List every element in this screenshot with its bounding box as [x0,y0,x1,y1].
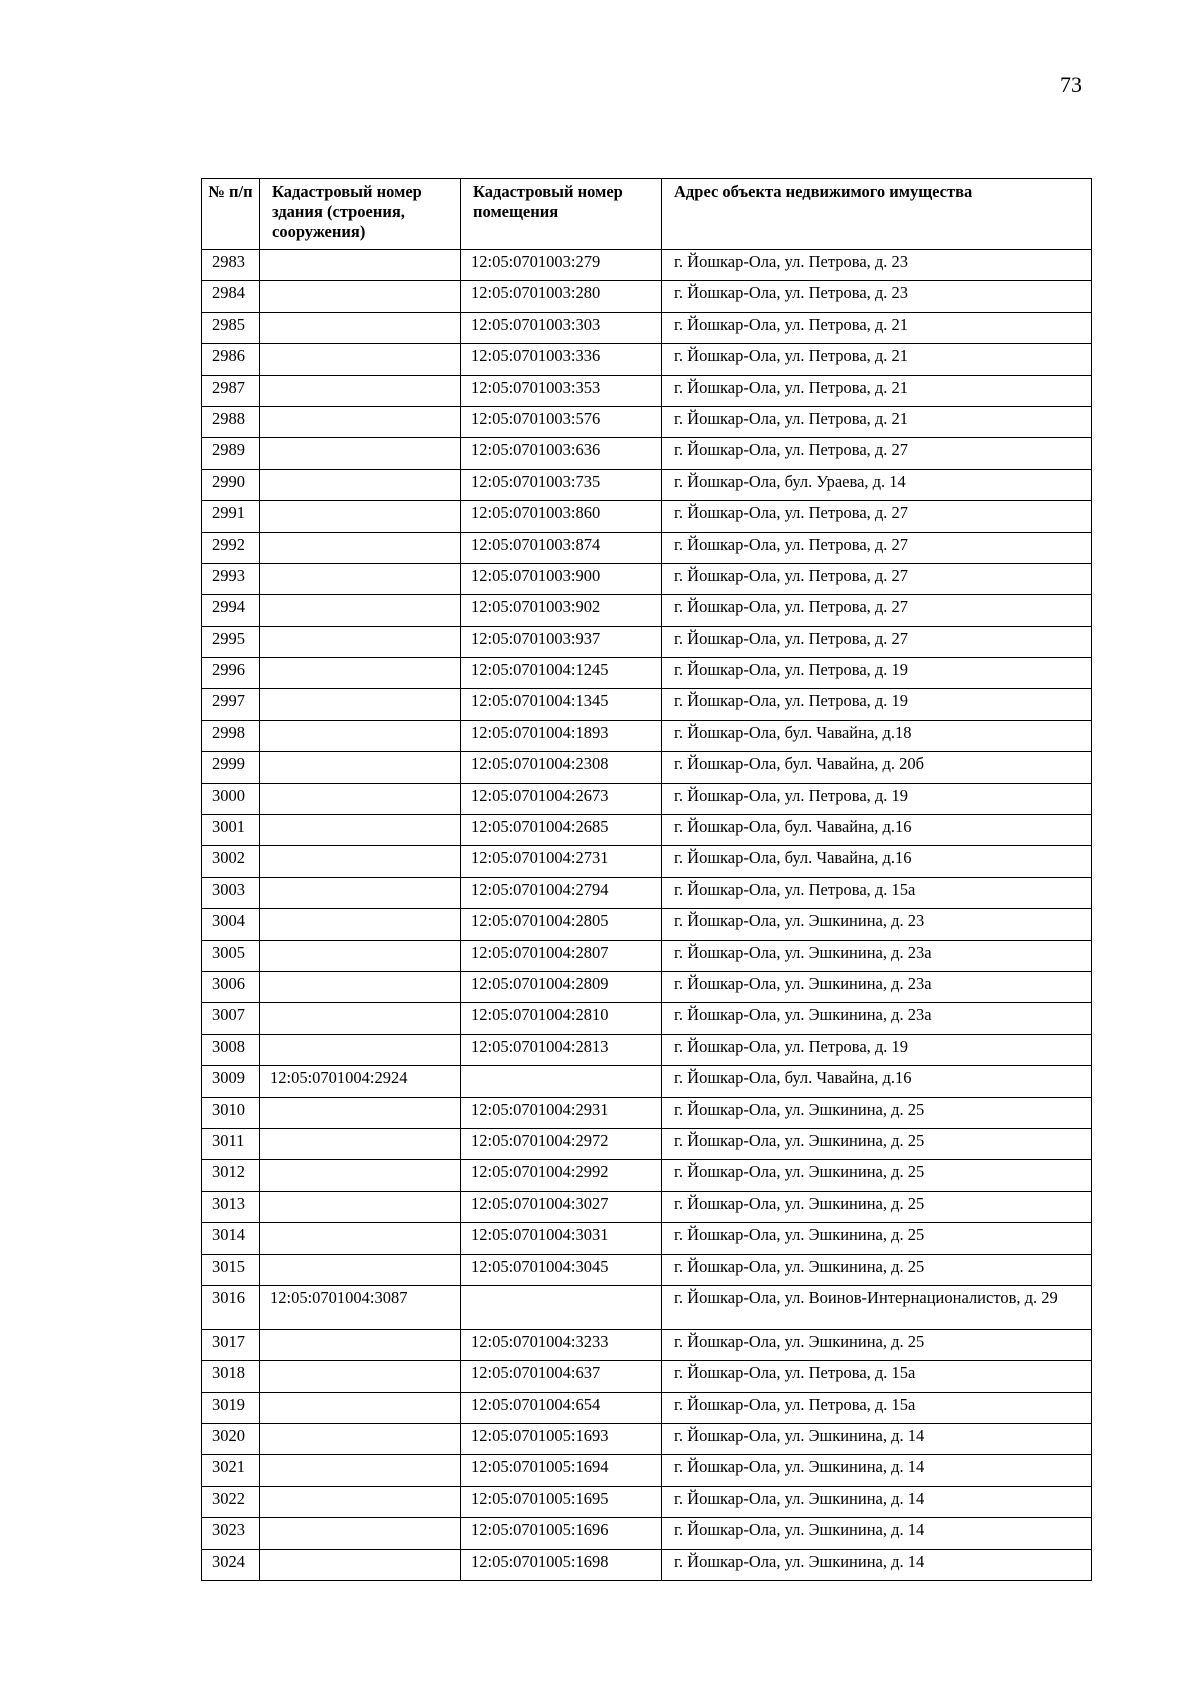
cell-address: г. Йошкар-Ола, ул. Петрова, д. 27 [662,595,1092,626]
table-row [202,720,1092,751]
cell-premises-cadastral: 12:05:0701004:2731 [461,846,662,877]
cell-num: 2991 [202,501,260,532]
cell-building-cadastral [260,406,461,437]
cell-premises-cadastral: 12:05:0701004:1245 [461,658,662,689]
cell-num: 3000 [202,783,260,814]
cell-building-cadastral: 12:05:0701004:3087 [260,1285,461,1329]
cell-premises-cadastral: 12:05:0701003:353 [461,375,662,406]
cell-building-cadastral [260,1160,461,1191]
header-num: № п/п [202,179,260,250]
cell-building-cadastral [260,626,461,657]
cell-building-cadastral [260,1003,461,1034]
cell-premises-cadastral: 12:05:0701003:900 [461,563,662,594]
cell-address: г. Йошкар-Ола, ул. Эшкинина, д. 23 [662,909,1092,940]
table-row [202,1223,1092,1254]
cell-premises-cadastral: 12:05:0701003:336 [461,344,662,375]
cell-building-cadastral [260,1034,461,1065]
table-row [202,1455,1092,1486]
cell-building-cadastral [260,1549,461,1580]
cell-address: г. Йошкар-Ола, ул. Эшкинина, д. 14 [662,1518,1092,1549]
cell-num: 2988 [202,406,260,437]
cell-building-cadastral [260,720,461,751]
cell-num: 3019 [202,1392,260,1423]
cell-address: г. Йошкар-Ола, ул. Эшкинина, д. 25 [662,1128,1092,1159]
cell-premises-cadastral [461,1285,662,1329]
table-row [202,1329,1092,1360]
cell-premises-cadastral: 12:05:0701004:1893 [461,720,662,751]
cell-num: 3016 [202,1285,260,1329]
cell-num: 3008 [202,1034,260,1065]
table-row [202,344,1092,375]
cell-building-cadastral [260,658,461,689]
table-row [202,595,1092,626]
cell-address: г. Йошкар-Ола, ул. Петрова, д. 19 [662,689,1092,720]
cell-building-cadastral [260,1191,461,1222]
cell-address: г. Йошкар-Ола, ул. Эшкинина, д. 23а [662,971,1092,1002]
table-row [202,312,1092,343]
table-row [202,1066,1092,1097]
cell-premises-cadastral: 12:05:0701003:735 [461,469,662,500]
cell-num: 3001 [202,815,260,846]
cell-building-cadastral [260,1518,461,1549]
cell-building-cadastral [260,469,461,500]
header-building-cadastral: Кадастровый номер здания (строения, сооружения) [260,179,461,250]
cell-premises-cadastral: 12:05:0701003:860 [461,501,662,532]
cell-building-cadastral [260,1128,461,1159]
table-row [202,438,1092,469]
cell-building-cadastral [260,1392,461,1423]
table-row [202,250,1092,281]
cell-premises-cadastral: 12:05:0701004:2972 [461,1128,662,1159]
cell-num: 2995 [202,626,260,657]
cell-premises-cadastral: 12:05:0701005:1693 [461,1424,662,1455]
page-number: 73 [1060,72,1082,97]
cell-address: г. Йошкар-Ола, ул. Эшкинина, д. 25 [662,1160,1092,1191]
cell-premises-cadastral [461,1066,662,1097]
cell-premises-cadastral: 12:05:0701003:576 [461,406,662,437]
cell-address: г. Йошкар-Ола, ул. Эшкинина, д. 25 [662,1329,1092,1360]
cell-premises-cadastral: 12:05:0701003:303 [461,312,662,343]
cell-building-cadastral [260,1361,461,1392]
table-row [202,752,1092,783]
cell-num: 2983 [202,250,260,281]
cell-building-cadastral [260,532,461,563]
cell-num: 3010 [202,1097,260,1128]
cell-num: 3015 [202,1254,260,1285]
table-row [202,469,1092,500]
cell-building-cadastral [260,877,461,908]
cell-num: 2999 [202,752,260,783]
cell-building-cadastral [260,846,461,877]
cell-premises-cadastral: 12:05:0701004:2809 [461,971,662,1002]
property-table [201,178,1092,1581]
cell-num: 3017 [202,1329,260,1360]
table-row [202,1424,1092,1455]
cell-num: 3022 [202,1486,260,1517]
cell-building-cadastral [260,1424,461,1455]
cell-premises-cadastral: 12:05:0701004:2992 [461,1160,662,1191]
cell-premises-cadastral: 12:05:0701004:2810 [461,1003,662,1034]
cell-premises-cadastral: 12:05:0701003:280 [461,281,662,312]
table-row [202,1518,1092,1549]
cell-building-cadastral [260,909,461,940]
cell-address: г. Йошкар-Ола, ул. Петрова, д. 27 [662,438,1092,469]
cell-address: г. Йошкар-Ола, ул. Петрова, д. 27 [662,563,1092,594]
cell-address: г. Йошкар-Ола, бул. Ураева, д. 14 [662,469,1092,500]
cell-building-cadastral [260,563,461,594]
table-row [202,1392,1092,1423]
table-header-row [202,179,1092,250]
cell-address: г. Йошкар-Ола, бул. Чавайна, д.16 [662,846,1092,877]
cell-premises-cadastral: 12:05:0701003:874 [461,532,662,563]
cell-num: 2986 [202,344,260,375]
cell-building-cadastral [260,438,461,469]
table-row [202,501,1092,532]
cell-address: г. Йошкар-Ола, ул. Эшкинина, д. 23а [662,1003,1092,1034]
cell-address: г. Йошкар-Ола, ул. Эшкинина, д. 14 [662,1424,1092,1455]
table-row [202,815,1092,846]
cell-building-cadastral [260,940,461,971]
cell-building-cadastral [260,1097,461,1128]
cell-premises-cadastral: 12:05:0701004:2931 [461,1097,662,1128]
cell-num: 3011 [202,1128,260,1159]
cell-num: 2987 [202,375,260,406]
cell-address: г. Йошкар-Ола, ул. Эшкинина, д. 23а [662,940,1092,971]
cell-num: 3024 [202,1549,260,1580]
cell-building-cadastral [260,971,461,1002]
cell-num: 2996 [202,658,260,689]
table-row [202,563,1092,594]
cell-building-cadastral: 12:05:0701004:2924 [260,1066,461,1097]
header-premises-cadastral: Кадастровый номер помещения [461,179,662,250]
cell-address: г. Йошкар-Ола, ул. Петрова, д. 23 [662,250,1092,281]
cell-premises-cadastral: 12:05:0701004:3045 [461,1254,662,1285]
cell-premises-cadastral: 12:05:0701004:2807 [461,940,662,971]
cell-num: 2992 [202,532,260,563]
table-row [202,1003,1092,1034]
cell-premises-cadastral: 12:05:0701003:636 [461,438,662,469]
cell-premises-cadastral: 12:05:0701003:279 [461,250,662,281]
cell-num: 2985 [202,312,260,343]
table-row [202,375,1092,406]
cell-address: г. Йошкар-Ола, ул. Эшкинина, д. 14 [662,1486,1092,1517]
cell-building-cadastral [260,1223,461,1254]
cell-building-cadastral [260,595,461,626]
cell-building-cadastral [260,344,461,375]
table-row [202,940,1092,971]
cell-num: 3013 [202,1191,260,1222]
cell-premises-cadastral: 12:05:0701004:2673 [461,783,662,814]
cell-num: 2993 [202,563,260,594]
header-address: Адрес объекта недвижимого имущества [662,179,1092,250]
cell-num: 2994 [202,595,260,626]
table-row [202,877,1092,908]
cell-num: 3023 [202,1518,260,1549]
cell-num: 3002 [202,846,260,877]
table-row [202,281,1092,312]
cell-address: г. Йошкар-Ола, бул. Чавайна, д.18 [662,720,1092,751]
cell-premises-cadastral: 12:05:0701004:654 [461,1392,662,1423]
cell-address: г. Йошкар-Ола, ул. Эшкинина, д. 25 [662,1223,1092,1254]
cell-premises-cadastral: 12:05:0701004:1345 [461,689,662,720]
table-row [202,626,1092,657]
table-row [202,406,1092,437]
cell-num: 3005 [202,940,260,971]
cell-num: 3014 [202,1223,260,1254]
cell-address: г. Йошкар-Ола, ул. Петрова, д. 21 [662,312,1092,343]
cell-premises-cadastral: 12:05:0701004:3233 [461,1329,662,1360]
cell-num: 3004 [202,909,260,940]
table-row [202,1097,1092,1128]
cell-num: 2984 [202,281,260,312]
cell-address: г. Йошкар-Ола, бул. Чавайна, д. 20б [662,752,1092,783]
cell-building-cadastral [260,783,461,814]
cell-building-cadastral [260,501,461,532]
cell-num: 2997 [202,689,260,720]
cell-premises-cadastral: 12:05:0701005:1698 [461,1549,662,1580]
cell-address: г. Йошкар-Ола, ул. Петрова, д. 21 [662,406,1092,437]
cell-num: 3003 [202,877,260,908]
cell-address: г. Йошкар-Ола, бул. Чавайна, д.16 [662,815,1092,846]
cell-num: 2990 [202,469,260,500]
cell-address: г. Йошкар-Ола, ул. Петрова, д. 21 [662,344,1092,375]
cell-address: г. Йошкар-Ола, ул. Эшкинина, д. 25 [662,1191,1092,1222]
cell-premises-cadastral: 12:05:0701004:637 [461,1361,662,1392]
cell-address: г. Йошкар-Ола, ул. Эшкинина, д. 14 [662,1549,1092,1580]
cell-address: г. Йошкар-Ола, ул. Петрова, д. 19 [662,658,1092,689]
cell-address: г. Йошкар-Ола, ул. Эшкинина, д. 25 [662,1254,1092,1285]
cell-premises-cadastral: 12:05:0701005:1696 [461,1518,662,1549]
table-row [202,1486,1092,1517]
cell-premises-cadastral: 12:05:0701005:1695 [461,1486,662,1517]
cell-num: 3009 [202,1066,260,1097]
cell-building-cadastral [260,1329,461,1360]
table-row [202,1160,1092,1191]
cell-building-cadastral [260,752,461,783]
cell-premises-cadastral: 12:05:0701004:3027 [461,1191,662,1222]
cell-address: г. Йошкар-Ола, ул. Петрова, д. 15а [662,1361,1092,1392]
cell-num: 2989 [202,438,260,469]
cell-address: г. Йошкар-Ола, ул. Петрова, д. 23 [662,281,1092,312]
table-row [202,971,1092,1002]
cell-num: 2998 [202,720,260,751]
cell-premises-cadastral: 12:05:0701004:2685 [461,815,662,846]
cell-building-cadastral [260,375,461,406]
table-row [202,1285,1092,1329]
cell-address: г. Йошкар-Ола, ул. Эшкинина, д. 25 [662,1097,1092,1128]
cell-address: г. Йошкар-Ола, ул. Петрова, д. 15а [662,877,1092,908]
table-row [202,1191,1092,1222]
cell-premises-cadastral: 12:05:0701003:902 [461,595,662,626]
cell-num: 3018 [202,1361,260,1392]
table-body [202,250,1092,1581]
cell-premises-cadastral: 12:05:0701003:937 [461,626,662,657]
table-row [202,532,1092,563]
table-row [202,1254,1092,1285]
cell-building-cadastral [260,250,461,281]
cell-num: 3006 [202,971,260,1002]
cell-building-cadastral [260,281,461,312]
cell-address: г. Йошкар-Ола, ул. Воинов-Интернационалистов, д. 29 [662,1285,1092,1329]
cell-premises-cadastral: 12:05:0701004:3031 [461,1223,662,1254]
cell-premises-cadastral: 12:05:0701004:2308 [461,752,662,783]
table-row [202,783,1092,814]
cell-building-cadastral [260,689,461,720]
cell-premises-cadastral: 12:05:0701004:2805 [461,909,662,940]
cell-premises-cadastral: 12:05:0701004:2794 [461,877,662,908]
cell-building-cadastral [260,312,461,343]
cell-num: 3020 [202,1424,260,1455]
cell-premises-cadastral: 12:05:0701004:2813 [461,1034,662,1065]
table-row [202,909,1092,940]
cell-num: 3012 [202,1160,260,1191]
cell-address: г. Йошкар-Ола, ул. Петрова, д. 21 [662,375,1092,406]
table-row [202,689,1092,720]
table-row [202,1128,1092,1159]
cell-address: г. Йошкар-Ола, ул. Петрова, д. 15а [662,1392,1092,1423]
table-row [202,658,1092,689]
cell-address: г. Йошкар-Ола, ул. Эшкинина, д. 14 [662,1455,1092,1486]
cell-building-cadastral [260,815,461,846]
cell-address: г. Йошкар-Ола, ул. Петрова, д. 19 [662,783,1092,814]
cell-address: г. Йошкар-Ола, ул. Петрова, д. 19 [662,1034,1092,1065]
cell-address: г. Йошкар-Ола, ул. Петрова, д. 27 [662,532,1092,563]
table-row [202,1549,1092,1580]
cell-num: 3007 [202,1003,260,1034]
cell-address: г. Йошкар-Ола, ул. Петрова, д. 27 [662,501,1092,532]
table-row [202,1361,1092,1392]
cell-building-cadastral [260,1455,461,1486]
cell-address: г. Йошкар-Ола, ул. Петрова, д. 27 [662,626,1092,657]
cell-premises-cadastral: 12:05:0701005:1694 [461,1455,662,1486]
cell-building-cadastral [260,1254,461,1285]
table-row [202,846,1092,877]
cell-address: г. Йошкар-Ола, бул. Чавайна, д.16 [662,1066,1092,1097]
cell-building-cadastral [260,1486,461,1517]
table-row [202,1034,1092,1065]
cell-num: 3021 [202,1455,260,1486]
